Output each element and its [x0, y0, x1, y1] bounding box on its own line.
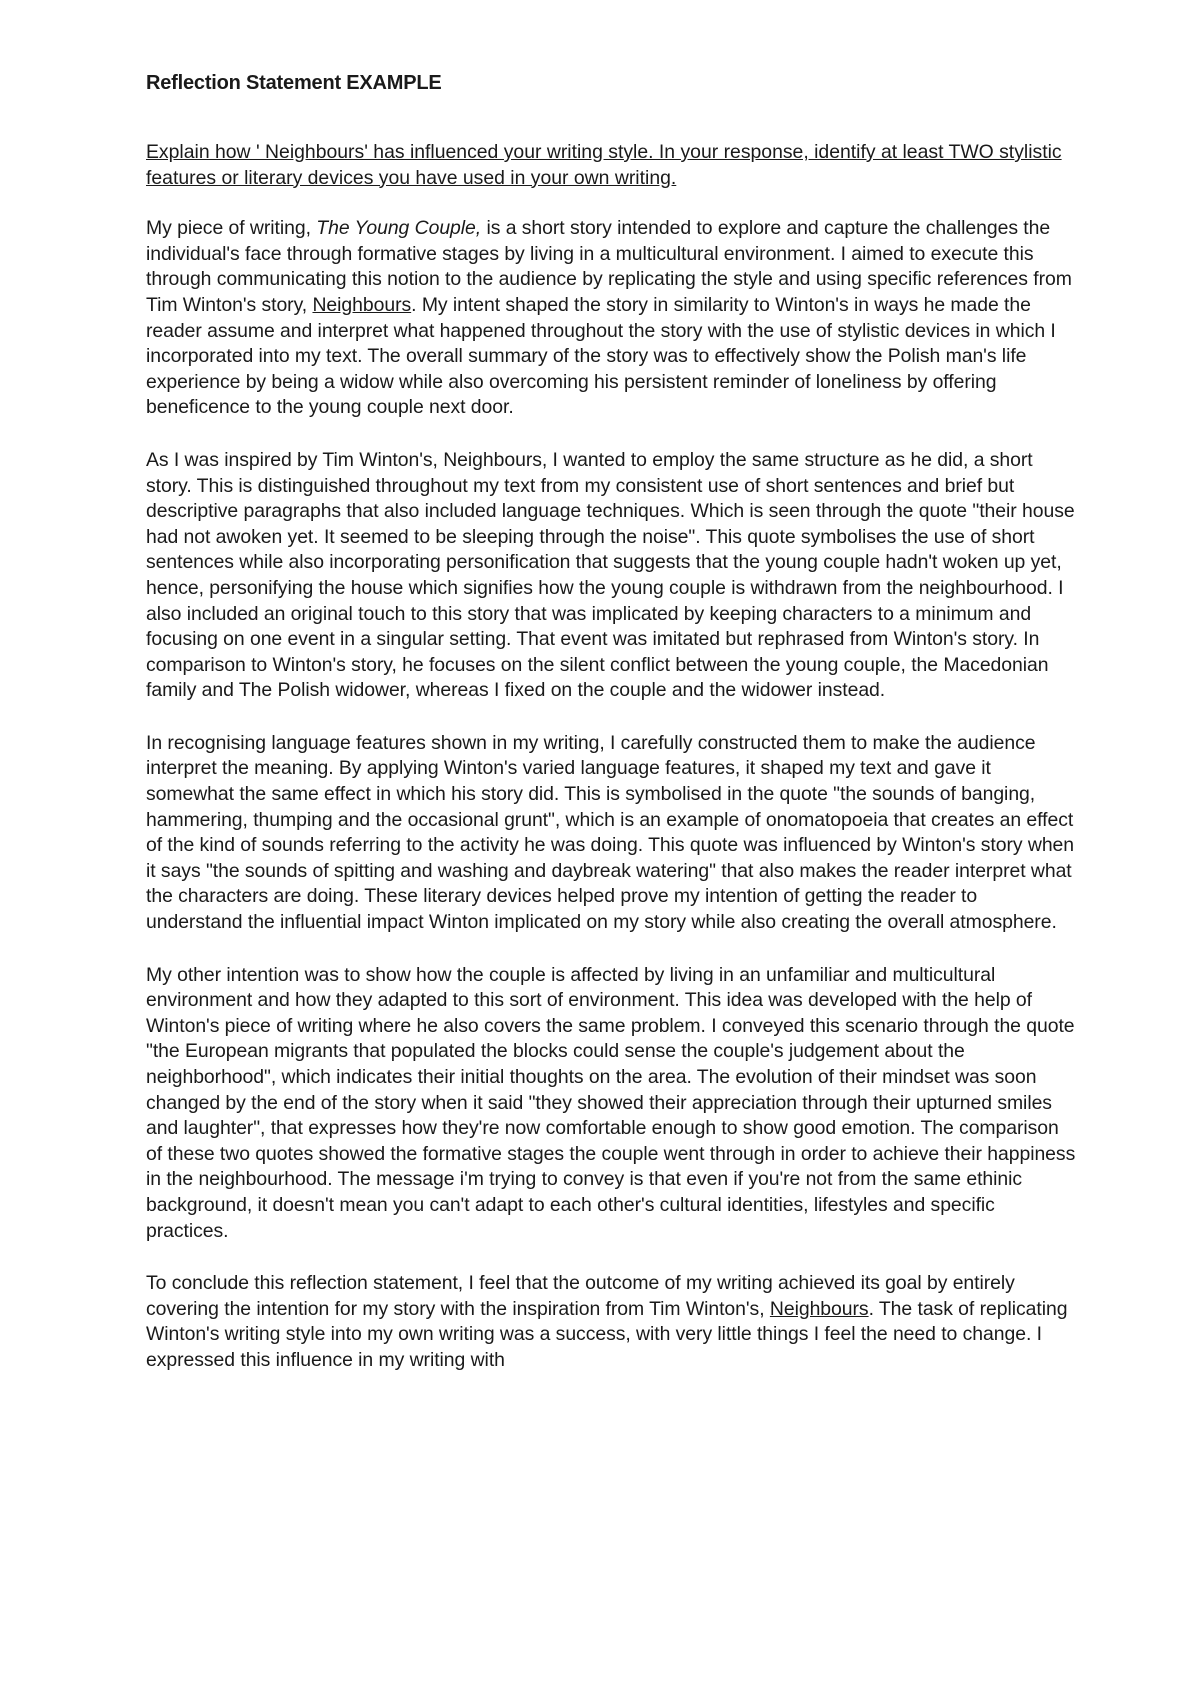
neighbours-reference: Neighbours: [312, 293, 412, 316]
paragraph-5-text-a: To conclude this reflection statement, I feel that the outcome of my writing achieved its goal by entirely covering the intention for my story with the inspiration from Tim Winton's,: [146, 1272, 1015, 1320]
paragraph-5-text-b: . The task of replicating Winton's writing style into my own writing was a success, with very little things I feel the need to change. I expressed this influence in my writing with: [146, 1297, 1068, 1371]
paragraph-4: My other intention was to show how the couple is affected by living in an unfamiliar and multicultural environment and how they adapted to this sort of environment. This idea was developed with the help of Winton's piece of writing where he also covers the same problem. I conveyed this scenario through the quote "the European migrants that populated the blocks could sense the couple's judgement about the neighborhood", which indicates their initial thoughts on the area. The evolution of their mindset was soon changed by the end of the story when it said "they showed their appreciation through their upturned smiles and laughter", that expresses how they're now comfortable enough to show good emotion. The comparison of these two quotes showed the formative stages the couple went through in order to achieve their happiness in the neighbourhood. The message i'm trying to convey is that even if you're not from the same ethinic background, it doesn't mean you can't adapt to each other's cultural identities, lifestyles and specific practices.: [146, 963, 1076, 1242]
neighbours-reference: Neighbours: [769, 1297, 869, 1320]
paragraph-1-text-c: . My intent shaped the story in similarity to Winton's in ways he made the reader assume and interpret what happened throughout the story with the use of stylistic devices in which I incorporated into my text. The overall summary of the story was to effectively show the Polish man's life experience by being a widow while also overcoming his persistent reminder of loneliness by offering beneficence to the young couple next door.: [146, 293, 1056, 419]
document-title: Reflection Statement EXAMPLE: [146, 72, 442, 94]
paragraph-1-text-b: is a short story intended to explore and capture the challenges the individual's face through formative stages by living in a multicultural environment. I aimed to execute this through communicating this notion to the audience by replicating the style and using specific references from Tim Winton's story,: [146, 217, 1072, 316]
paragraph-1: [146, 216, 1076, 421]
paragraph-1-text-a: My piece of writing,: [146, 217, 317, 240]
document-page: [146, 70, 1076, 1401]
essay-prompt: Explain how ' Neighbours' has influenced your writing style. In your response, identify at least TWO stylistic features or literary devices you have used in your own writing.: [146, 141, 1062, 189]
paragraph-3: In recognising language features shown in my writing, I carefully constructed them to make the audience interpret the meaning. By applying Winton's varied language features, it shaped my text and gave it somewhat the same effect in which his story did. This is symbolised in the quote "the sounds of banging, hammering, thumping and the occasional grunt", which is an example of onomatopoeia that creates an effect of the kind of sounds referring to the activity he was doing. This quote was influenced by Winton's story when it says "the sounds of spitting and washing and daybreak watering" that also makes the reader interpret what the characters are doing. These literary devices helped prove my intention of getting the reader to understand the influential impact Winton implicated on my story while also creating the overall atmosphere.: [146, 731, 1075, 934]
paragraph-2: As I was inspired by Tim Winton's, Neighbours, I wanted to employ the same structure as he did, a short story. This is distinguished throughout my text from my consistent use of short sentences and brief but descriptive paragraphs that also included language techniques. Which is seen through the quote "their house had not awoken yet. It seemed to be sleeping through the noise". This quote symbolises the use of short sentences while also incorporating personification that suggests that the young couple hadn't woken up yet, hence, personifying the house which signifies how the young couple is withdrawn from the neighbourhood. I also included an original touch to this story that was implicated by keeping characters to a minimum and focusing on one event in a singular setting. That event was imitated but rephrased from Winton's story. In comparison to Winton's story, he focuses on the silent conflict between the young couple, the Macedonian family and The Polish widower, whereas I fixed on the couple and the widower instead.: [146, 448, 1075, 702]
story-title: The Young Couple,: [316, 217, 482, 240]
paragraph-5: [146, 1271, 1076, 1373]
